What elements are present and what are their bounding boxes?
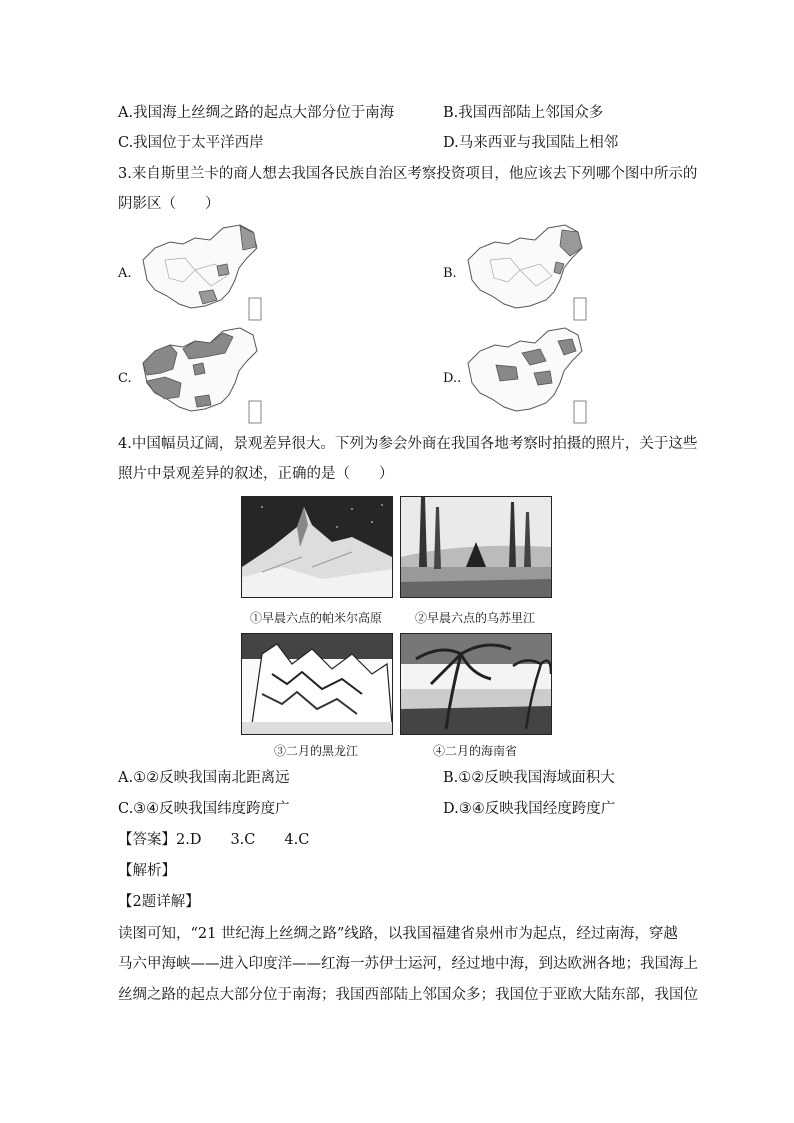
china-map-a <box>135 220 265 325</box>
photo-pamir-plateau <box>241 496 393 598</box>
detail-paragraph-line1: 读图可知，“21 世纪海上丝绸之路”线路，以我国福建省泉州市为起点，经过南海，穿越 <box>118 926 678 942</box>
q4-option-a: A.①②反映我国南北距离远 <box>118 770 290 786</box>
detail-header: 【2题详解】 <box>118 894 200 910</box>
detail-paragraph-line3: 丝绸之路的起点大部分位于南海；我国西部陆上邻国众多；我国位于亚欧大陆东部，我国位 <box>118 987 698 1003</box>
q2-option-c: C.我国位于太平洋西岸 <box>118 135 264 151</box>
photo-caption-4: ④二月的海南省 <box>432 744 517 758</box>
photo-caption-2: ②早晨六点的乌苏里江 <box>414 611 535 625</box>
q3-stem-line2: 阴影区（ ） <box>118 196 220 212</box>
q4-stem-line2: 照片中景观差异的叙述，正确的是（ ） <box>118 466 394 482</box>
photo-ussuri-river <box>400 496 552 598</box>
q4-option-d: D.③④反映我国经度跨度广 <box>443 801 616 817</box>
analysis-header: 【解析】 <box>118 863 176 879</box>
q2-option-a: A.我国海上丝绸之路的起点大部分位于南海 <box>118 105 395 121</box>
q2-option-b: B.我国西部陆上邻国众多 <box>443 105 604 121</box>
photo-caption-1: ①早晨六点的帕米尔高原 <box>249 611 382 625</box>
q3-map-label-b: B. <box>443 266 457 281</box>
q3-map-label-c: C. <box>118 371 132 386</box>
q2-option-d: D.马来西亚与我国陆上相邻 <box>443 135 619 151</box>
q3-stem-line1: 3.来自斯里兰卡的商人想去我国各民族自治区考察投资项目，他应该去下列哪个图中所示的 <box>118 166 698 182</box>
q3-map-label-a: A. <box>118 266 132 281</box>
q3-map-label-d: D.. <box>443 371 462 386</box>
china-map-c <box>135 323 265 428</box>
china-map-d <box>460 323 590 428</box>
china-map-b <box>460 220 590 325</box>
photo-caption-3: ③二月的黑龙江 <box>273 744 358 758</box>
q4-stem-line1: 4.中国幅员辽阔，景观差异很大。下列为参会外商在我国各地考察时拍摄的照片，关于这些 <box>118 436 698 452</box>
q4-option-b: B.①②反映我国海域面积大 <box>443 770 615 786</box>
photo-hainan-beach <box>400 633 552 735</box>
detail-paragraph-line2: 马六甲海峡——进入印度洋——红海一苏伊士运河，经过地中海，到达欧洲各地；我国海上 <box>118 956 698 972</box>
answer-line: 【答案】2.D 3.C 4.C <box>118 832 310 848</box>
photo-heilongjiang-winter <box>241 633 393 735</box>
q4-option-c: C.③④反映我国纬度跨度广 <box>118 801 290 817</box>
